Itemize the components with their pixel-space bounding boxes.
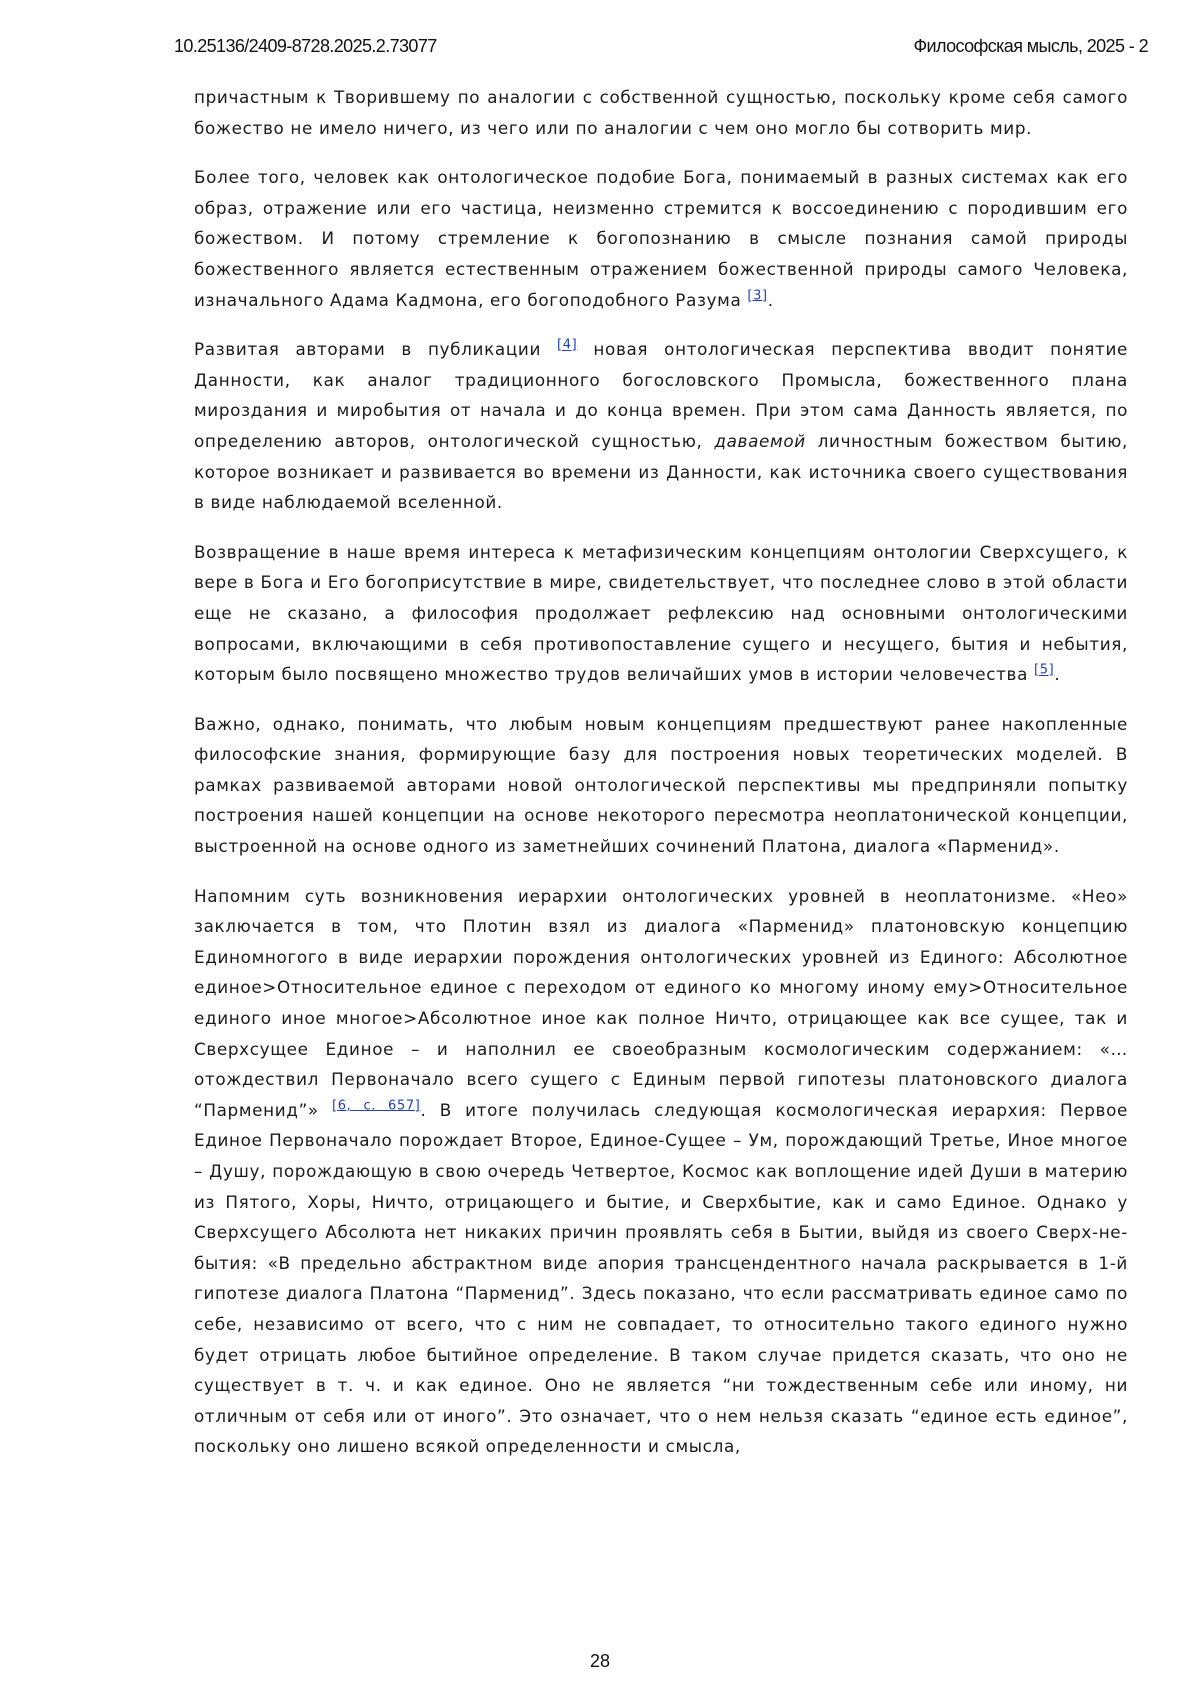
paragraph-text: новая онтологическая перспектива вводит понятие Данности, как аналог традиционного богословского Промысла, божественного плана мироздания и миробытия от начала и до конца времен. При этом сама Данность является, по определению авторов, онтологической сущностью, bbox=[194, 339, 1128, 451]
paragraph bbox=[194, 537, 1128, 690]
reference-link[interactable]: [5] bbox=[1034, 662, 1055, 678]
paragraph-text: . В итоге получилась следующая космологическая иерархия: Первое Единое Первоначало порождает Второе, Единое-Сущее – Ум, порождающий Третье, Иное многое – Душу, порождающую в свою очередь Четвертое, Космос как воплощение идей Души в материю из Пятого, Хоры, Ничто, отрицающего и бытие, и Сверхбытие, как и само Единое. Однако у Сверхсущего Абсолюта нет никаких причин проявлять себя в Бытии, выйдя из своего Сверх-не-бытия: «В предельно абстрактном виде апория трансцендентного начала раскрывается в 1-й гипотезе диалога Платона “Парменид”. Здесь показано, что если рассматривать единое само по себе, независимо от всего, что с ним не совпадает, то относительно такого единого нужно будет отрицать любое бытийное определение. В таком случае придется сказать, что оно не существует в т. ч. и как единое. Оно не является “ни тождественным себе или иному, ни отличным от себя или от иного”. Это означает, что о нем нельзя сказать “единое есть единое”, поскольку оно лишено всякой определенности и смысла, bbox=[194, 1099, 1128, 1457]
reference-link[interactable]: [3] bbox=[747, 287, 768, 303]
article-body bbox=[194, 82, 1128, 1481]
paragraph-text: причастным к Творившему по аналогии с собственной сущностью, поскольку кроме себя самого божество не имело ничего, из чего или по аналогии с чем оно могло бы сотворить мир. bbox=[194, 87, 1128, 138]
paragraph-text: . bbox=[1054, 664, 1061, 685]
paragraph-text: . bbox=[767, 289, 774, 310]
doi: 10.25136/2409-8728.2025.2.73077 bbox=[174, 36, 437, 56]
paragraph-text: Напомним суть возникновения иерархии онтологических уровней в неоплатонизме. «Нео» заключается в том, что Плотин взял из диалога «Парменид» платоновскую концепцию Единомногого в виде иерархии порождения онтологических уровней из Единого: Абсолютное единое>Относительное единое с переходом от единого ко многому иному ему>Относительное единого иное многое>Абсолютное иное как полное Ничто, отрицающее как все сущее, так и Сверхсущее Единое – и наполнил ее своеобразным космологическим содержанием: «…отождествил Первоначало всего сущего с Единым первой гипотезы платоновского диалога “Парменид”» bbox=[194, 885, 1128, 1120]
paragraph-text: личностным божеством бытию, которое возникает и развивается во времени из Данности, как источника своего существования в виде наблюдаемой вселенной. bbox=[194, 430, 1128, 513]
reference-link[interactable]: [6, с. 657] bbox=[332, 1098, 421, 1114]
paragraph-text: Важно, однако, понимать, что любым новым концепциям предшествуют ранее накопленные философские знания, формирующие базу для построения новых теоретических моделей. В рамках развиваемой авторами новой онтологической перспективы мы предприняли попытку построения нашей концепции на основе некоторого пересмотра неоплатонической концепции, выстроенной на основе одного из заметнейших сочинений Платона, диалога «Парменид». bbox=[194, 713, 1128, 857]
paragraph-text: Более того, человек как онтологическое подобие Бога, понимаемый в разных системах как его образ, отражение или его частица, неизменно стремится к воссоединению с породившим его божеством. И потому стремление к богопознанию в смысле познания самой природы божественного является естественным отражением божественной природы самого Человека, изначального Адама Кадмона, его богоподобного Разума bbox=[194, 167, 1128, 310]
paragraph bbox=[194, 162, 1128, 315]
paragraph-text: Возвращение в наше время интереса к метафизическим концепциям онтологии Сверхсущего, к вере в Бога и Его богоприсутствие в мире, свидетельствует, что последнее слово в этой области еще не сказано, а философия продолжает рефлексию над основными онтологическими вопросами, включающими в себя противопоставление сущего и несущего, бытия и небытия, которым было посвящено множество трудов величайших умов в истории человечества bbox=[194, 541, 1128, 685]
paragraph bbox=[194, 709, 1128, 862]
paragraph bbox=[194, 334, 1128, 518]
paragraph-text: Развитая авторами в публикации bbox=[194, 339, 558, 360]
paragraph bbox=[194, 82, 1128, 143]
paragraph bbox=[194, 881, 1128, 1462]
emphasis-text: даваемой bbox=[714, 430, 806, 451]
journal-title: Философская мысль, 2025 - 2 bbox=[913, 36, 1148, 56]
reference-link[interactable]: [4] bbox=[557, 337, 578, 353]
page-number: 28 bbox=[589, 1651, 611, 1671]
page-header bbox=[174, 36, 1148, 62]
